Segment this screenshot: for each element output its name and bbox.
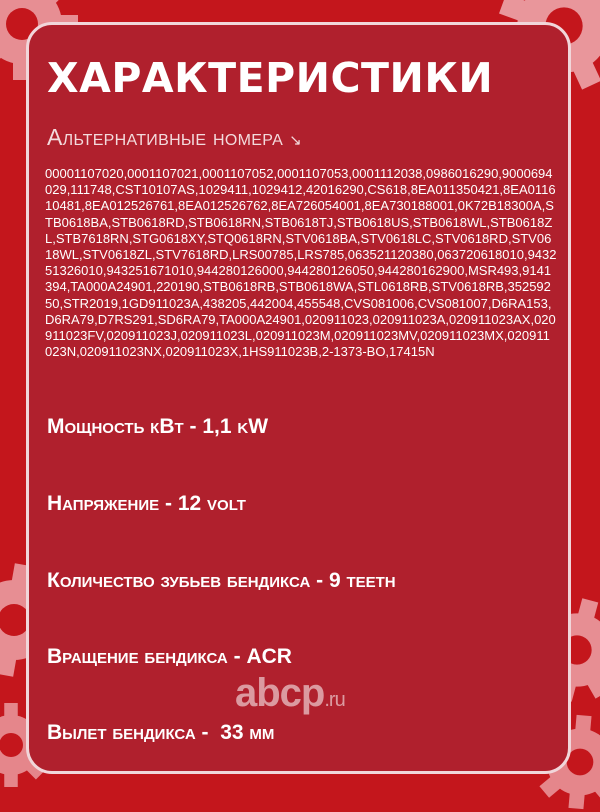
spec-separator: - [228, 645, 247, 668]
spec-rotation [47, 645, 292, 669]
alternative-numbers-list: 00001107020,0001107021,0001107052,0001107053,0001112038,0986016290,9000694029,111748,CST10107AS,1029411,1029412,42016290,CS618,8EA011350421,8EA011610481,8EA012526761,8EA012526762,8EA726054001,8EA730188001,0K72B18300A,STB0618BA,STB0618RD,STB0618RN,STB0618TJ,STB0618US,STB0618WL,STB0618ZL,STB7618RN,STG0618XY,STQ0618RN,STV0618BA,STV0618LC,STV0618RD,STV0618WL,STV0618ZL,STV7618RD,LRS00785,LRS785,063521120380,063720618010,943251326010,943251671010,944280126000,944280126050,944280162900,MSR493,9141394,TA000A24901,220190,STB0618RB,STB0618WA,STL0618RB,STV0618RB,35259250,STR2019,1GD911023A,438205,442004,455548,CVS081006,CVS081007,D6RA153,D6RA79,D7RS291,SD6RA79,TA000A24901,020911023,020911023A,020911023AX,020911023FV,020911023J,020911023L,020911023M,020911023MV,020911023MX,020911023N,020911023NX,020911023X,1HS911023B,2-1373-BO,17415N [45, 166, 557, 360]
spec-label: Вращение бендикса [47, 645, 228, 668]
watermark [235, 671, 345, 716]
spec-voltage [47, 492, 246, 516]
spec-power [47, 415, 268, 439]
spec-separator: - [310, 569, 329, 592]
spec-value: 12 volt [178, 492, 246, 515]
page-title: ХАРАКТЕРИСТИКИ [47, 53, 493, 103]
characteristics-card [26, 22, 571, 774]
watermark-suffix: .ru [324, 689, 344, 711]
spec-separator: - [196, 721, 215, 744]
alternative-numbers-label: Альтернативные номера [47, 124, 283, 150]
spec-label: Напряжение [47, 492, 159, 515]
arrow-down-right-icon: ↘ [289, 132, 302, 149]
spec-separator: - [159, 492, 178, 515]
spec-value: 33 мм [214, 721, 274, 744]
spec-label: Мощность кВт [47, 415, 184, 438]
spec-label: Количество зубьев бендикса [47, 569, 310, 592]
spec-label: Вылет бендикса [47, 721, 196, 744]
spec-bendix-offset [47, 721, 274, 745]
alternative-numbers-heading [47, 124, 302, 151]
spec-value: ACR [246, 645, 292, 668]
spec-teeth-count [47, 569, 396, 593]
spec-value: 9 teeth [329, 569, 396, 592]
spec-value: 1,1 kW [202, 415, 268, 438]
watermark-text: abcp [235, 671, 324, 715]
spec-separator: - [184, 415, 203, 438]
